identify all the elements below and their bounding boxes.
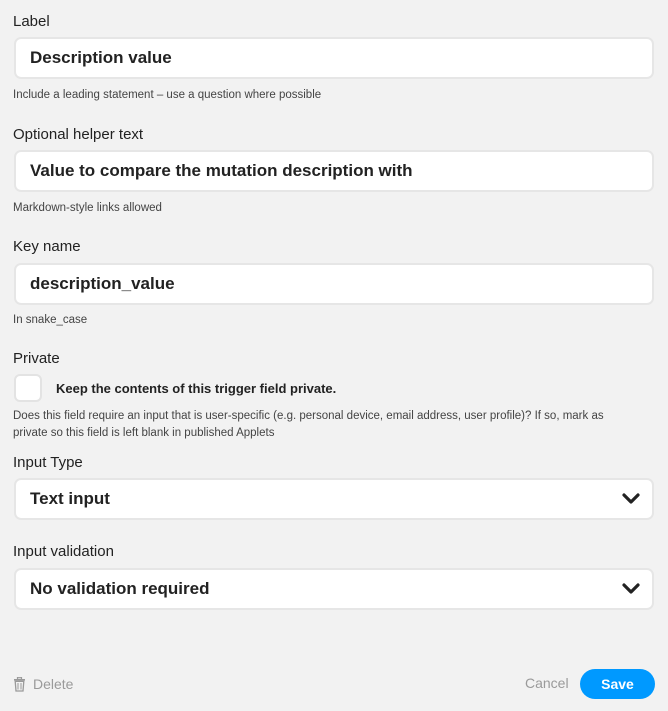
delete-button[interactable] — [13, 676, 73, 692]
key-name-input[interactable] — [14, 263, 654, 305]
private-field-label: Private — [13, 350, 60, 367]
input-type-label: Input Type — [13, 454, 83, 471]
private-checkbox-label[interactable]: Keep the contents of this trigger field private. — [56, 381, 337, 396]
delete-label: Delete — [33, 676, 74, 692]
private-hint-line-2: private so this field is left blank in published Applets — [13, 427, 275, 439]
label-hint: Include a leading statement – use a question where possible — [13, 89, 322, 101]
key-field-label: Key name — [13, 238, 81, 255]
input-validation-value: No validation required — [30, 579, 210, 598]
chevron-down-icon — [622, 492, 640, 506]
label-field-label: Label — [13, 13, 50, 30]
private-checkbox[interactable] — [14, 374, 42, 402]
private-hint-line-1: Does this field require an input that is user-specific (e.g. personal device, email address, user profile)? If so, mark as — [13, 410, 604, 422]
cancel-button[interactable]: Cancel — [525, 675, 569, 691]
helper-hint: Markdown-style links allowed — [13, 202, 162, 214]
key-hint: In snake_case — [13, 314, 88, 326]
input-type-select[interactable] — [14, 478, 654, 520]
chevron-down-icon — [622, 582, 640, 596]
save-button[interactable]: Save — [580, 669, 655, 699]
input-type-value: Text input — [30, 489, 110, 508]
helper-field-label: Optional helper text — [13, 126, 144, 143]
label-input[interactable] — [14, 37, 654, 79]
trash-icon — [13, 677, 26, 692]
private-hint — [13, 408, 604, 442]
helper-text-input[interactable] — [14, 150, 654, 192]
input-validation-label: Input validation — [13, 543, 114, 560]
input-validation-select[interactable] — [14, 568, 654, 610]
